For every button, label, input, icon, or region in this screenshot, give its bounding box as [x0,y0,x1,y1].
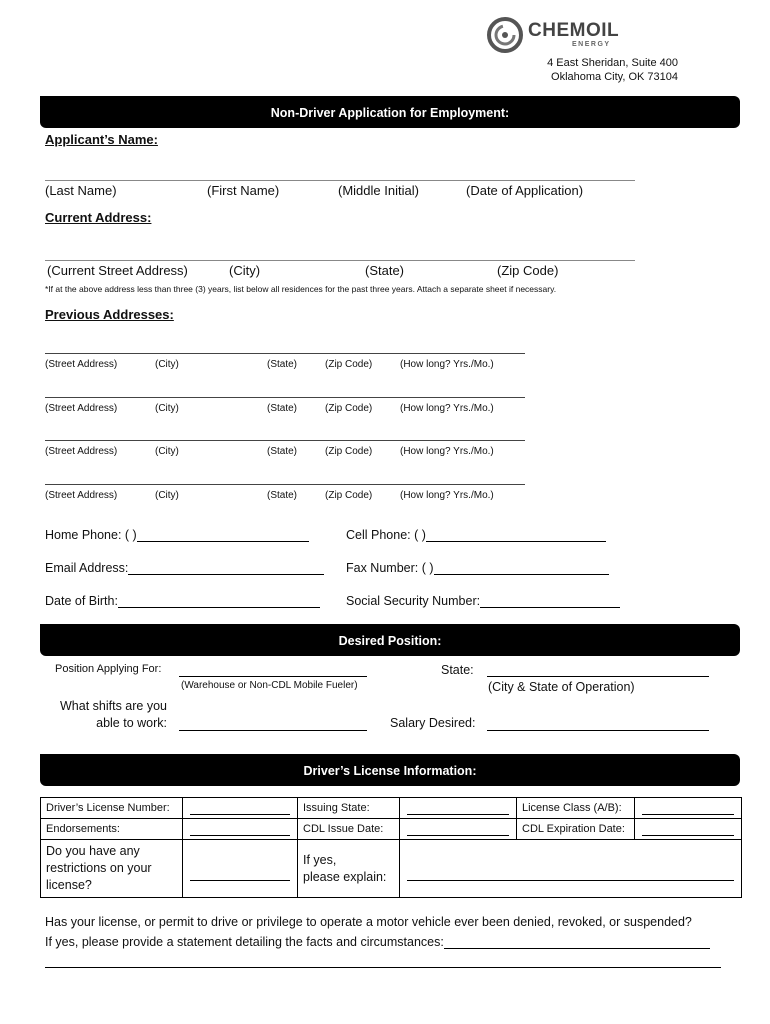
denied-statement-line[interactable] [45,967,721,968]
brand-subtitle: ENERGY [572,41,611,48]
email-label: Email Address: [45,561,129,575]
prev-howlong-label: (How long? Yrs./Mo.) [400,490,494,501]
position-applying-label: Position Applying For: [55,663,162,675]
cdl-expiration-input[interactable] [635,819,742,840]
shifts-label-line2: able to work: [96,716,167,730]
license-number-label: Driver’s License Number: [41,798,183,819]
restrictions-label-line3: license? [46,878,92,892]
salary-label: Salary Desired: [390,716,476,730]
previous-address-line[interactable] [45,397,525,398]
current-street-label: (Current Street Address) [47,263,188,278]
endorsements-label: Endorsements: [41,819,183,840]
prev-city-label: (City) [155,490,179,501]
restrictions-label-line1: Do you have any [46,844,140,858]
previous-address-line[interactable] [45,353,525,354]
dob-label: Date of Birth: [45,594,118,608]
current-state-label: (State) [365,263,405,278]
prev-howlong-label: (How long? Yrs./Mo.) [400,403,494,414]
cell-phone-field[interactable] [346,528,606,542]
prev-street-label: (Street Address) [45,446,118,457]
cdl-issue-input[interactable] [400,819,517,840]
first-name-label: (First Name) [207,183,280,198]
fax-field[interactable] [346,561,609,575]
issuing-state-input[interactable] [400,798,517,819]
state-label: State: [441,663,474,677]
position-input-line[interactable] [179,676,367,677]
drivers-license-bar: Driver’s License Information: [40,754,740,786]
denied-followup-field[interactable] [45,935,710,949]
explain-label-line2: please explain: [303,869,387,884]
prev-state-label: (State) [267,446,298,457]
issuing-state-label: Issuing State: [298,798,400,819]
residence-note: *If at the above address less than three (3) years, list below all residences for the past three years. Attach a separate sheet if necessary. [45,284,557,294]
explain-input[interactable] [400,840,742,898]
restrictions-label-line2: restrictions on your [46,861,152,875]
prev-street-label: (Street Address) [45,403,118,414]
cdl-issue-label: CDL Issue Date: [298,819,400,840]
prev-state-label: (State) [267,359,298,370]
restrictions-label [41,840,183,898]
address-line-1: 4 East Sheridan, Suite 400 [547,57,678,69]
previous-address-line[interactable] [45,484,525,485]
explain-label [298,840,400,898]
current-city-label: (City) [229,263,261,278]
home-phone-label: Home Phone: ( ) [45,528,137,542]
denied-followup-label: If yes, please provide a statement detailing the facts and circumstances: [45,935,444,949]
prev-state-label: (State) [267,490,298,501]
prev-city-label: (City) [155,359,179,370]
prev-zip-label: (Zip Code) [325,490,373,501]
license-number-input[interactable] [183,798,298,819]
denied-question: Has your license, or permit to drive or privilege to operate a motor vehicle ever been denied, revoked, or suspended? [45,915,692,929]
prev-state-label: (State) [267,403,298,414]
state-hint: (City & State of Operation) [488,680,635,694]
chemoil-logo-icon [486,16,524,54]
ssn-label: Social Security Number: [346,594,481,608]
form-title-bar: Non-Driver Application for Employment: [40,96,740,128]
previous-addresses-heading: Previous Addresses: [45,307,174,322]
desired-position-bar: Desired Position: [40,624,740,656]
endorsements-input[interactable] [183,819,298,840]
license-class-label: License Class (A/B): [517,798,635,819]
fax-label: Fax Number: ( ) [346,561,434,575]
state-input-line[interactable] [487,676,709,677]
prev-street-label: (Street Address) [45,359,118,370]
cdl-expiration-label: CDL Expiration Date: [517,819,635,840]
home-phone-field[interactable] [45,528,309,542]
last-name-label: (Last Name) [45,183,117,198]
current-zip-label: (Zip Code) [497,263,559,278]
ssn-field[interactable] [346,594,620,608]
address-line-2: Oklahoma City, OK 73104 [551,71,678,83]
salary-input-line[interactable] [487,730,709,731]
current-address-line[interactable] [45,260,635,261]
prev-howlong-label: (How long? Yrs./Mo.) [400,359,494,370]
middle-initial-label: (Middle Initial) [338,183,419,198]
applicant-name-line[interactable] [45,180,635,181]
position-hint: (Warehouse or Non-CDL Mobile Fueler) [181,680,358,691]
current-address-heading: Current Address: [45,210,152,225]
license-class-input[interactable] [635,798,742,819]
previous-address-line[interactable] [45,440,525,441]
explain-label-line1: If yes, [303,852,337,867]
prev-city-label: (City) [155,446,179,457]
applicant-name-heading: Applicant’s Name: [45,132,158,147]
shifts-label-line1: What shifts are you [60,699,167,713]
dob-field[interactable] [45,594,320,608]
prev-street-label: (Street Address) [45,490,118,501]
brand-name: CHEMOIL [528,20,620,41]
prev-zip-label: (Zip Code) [325,446,373,457]
restrictions-input[interactable] [183,840,298,898]
prev-city-label: (City) [155,403,179,414]
email-field[interactable] [45,561,324,575]
prev-howlong-label: (How long? Yrs./Mo.) [400,446,494,457]
shifts-input-line[interactable] [179,730,367,731]
prev-zip-label: (Zip Code) [325,403,373,414]
license-table [40,797,742,898]
date-of-application-label: (Date of Application) [466,183,584,198]
prev-zip-label: (Zip Code) [325,359,373,370]
cell-phone-label: Cell Phone: ( ) [346,528,426,542]
